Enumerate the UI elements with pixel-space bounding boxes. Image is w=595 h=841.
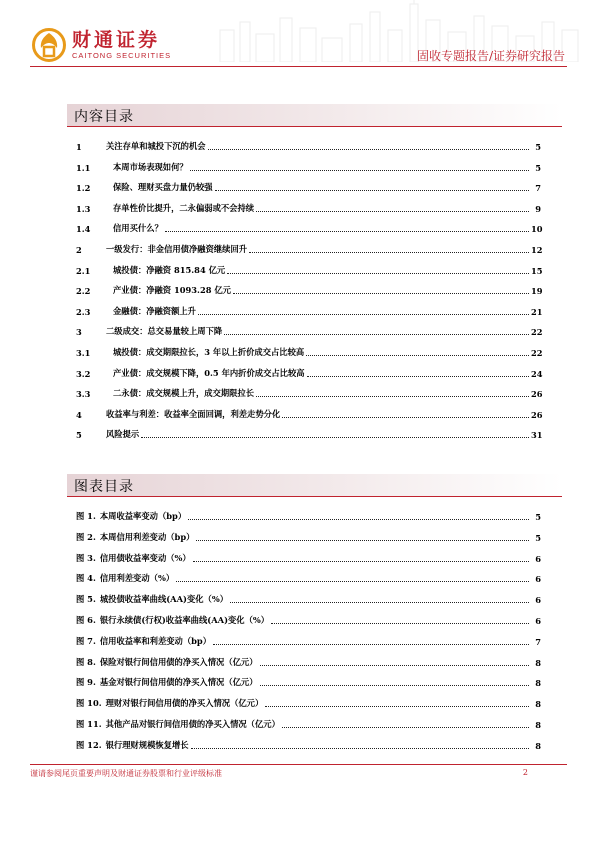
figure-entry-title: 信用利差变动（%） — [99, 573, 175, 584]
figure-entry-page: 8 — [535, 699, 541, 710]
toc-entry-title: 一级发行：非金信用债净融资继续回升 — [106, 244, 248, 254]
toc-entry[interactable] — [76, 153, 541, 173]
toc-entry-number: 2.2 — [76, 286, 91, 297]
toc-heading: 内容目录 — [74, 109, 134, 125]
figure-entry-title: 银行永续债(行权)收益率曲线(AA)变化（%） — [99, 615, 270, 625]
figure-entry-label: 图 10. — [76, 698, 102, 709]
dot-leader — [306, 354, 529, 356]
toc-entry-page: 22 — [531, 327, 543, 338]
toc-entry-number: 2 — [76, 245, 82, 255]
toc-entry[interactable] — [76, 194, 541, 214]
figure-entry[interactable] — [76, 731, 541, 751]
dot-leader — [256, 210, 529, 212]
figure-entry-title: 银行理财规模恢复增长 — [105, 739, 189, 750]
dot-leader — [141, 436, 529, 438]
figure-entry-page: 8 — [535, 740, 541, 751]
dot-leader — [215, 189, 529, 191]
dot-leader — [227, 272, 529, 274]
toc-entry-page: 5 — [535, 142, 541, 152]
toc-entry-title: 二级成交：总交易量较上周下降 — [106, 326, 223, 337]
toc-entry[interactable] — [76, 276, 541, 296]
company-logo — [32, 28, 171, 62]
figure-entry-title: 本周信用利差变动（bp） — [99, 531, 195, 542]
toc-entry-page: 31 — [531, 430, 543, 441]
report-type-label: 固收专题报告/证券研究报告 — [416, 49, 565, 63]
figure-entry-title: 信用债收益率变动（%） — [99, 552, 191, 563]
figure-entry[interactable] — [76, 523, 541, 543]
toc-entry-number: 1.3 — [76, 203, 91, 214]
dot-leader — [282, 726, 529, 728]
figure-entry[interactable] — [76, 502, 541, 522]
toc-entry-page: 15 — [531, 265, 543, 276]
dot-leader — [260, 684, 529, 686]
logo-chinese-name: 财通证券 — [72, 28, 161, 51]
figure-entry-page: 8 — [535, 678, 541, 689]
figure-entry-page: 6 — [535, 553, 541, 564]
toc-entry-page: 21 — [531, 306, 543, 317]
toc-entry-number: 2.3 — [76, 306, 91, 317]
toc-entry-number: 1.4 — [76, 224, 91, 235]
toc-entry-number: 1.2 — [76, 183, 91, 194]
figure-entry[interactable] — [76, 627, 541, 647]
figure-entry-label: 图 11. — [76, 719, 102, 729]
toc-entry-number: 5 — [76, 430, 82, 441]
toc-entry-title: 信用买什么？ — [113, 223, 163, 234]
toc-entry-title: 风险提示 — [106, 429, 140, 440]
figure-entry-label: 图 9. — [76, 677, 96, 688]
dot-leader — [265, 705, 529, 707]
footer-disclaimer: 谨请参阅尾页重要声明及财通证券股票和行业评级标准 — [30, 769, 222, 778]
logo-english-name: CAITONG SECURITIES — [72, 50, 172, 60]
figures-heading: 图表目录 — [74, 479, 134, 495]
toc-entry-title: 产业债：净融资 1093.28 亿元 — [113, 285, 231, 296]
toc-entry[interactable] — [76, 132, 541, 152]
toc-entry-number: 3.1 — [76, 348, 91, 358]
toc-entry-title: 保险、理财买盘力量仍较强 — [113, 182, 213, 193]
figure-entry[interactable] — [76, 710, 541, 730]
dot-leader — [213, 643, 529, 645]
toc-entry-number: 3.3 — [76, 389, 91, 400]
figure-entry-title: 城投债收益率曲线(AA)变化（%） — [99, 594, 229, 605]
toc-entry-title: 本周市场表现如何？ — [113, 161, 188, 172]
dot-leader — [249, 251, 529, 253]
figure-entry-label: 图 3. — [76, 552, 96, 563]
toc-entry[interactable] — [76, 173, 541, 193]
figure-entry-label: 图 7. — [76, 635, 96, 646]
toc-entry-number: 2.1 — [76, 265, 91, 276]
figure-entry-title: 保险对银行间信用债的净买入情况（亿元） — [99, 656, 258, 667]
dot-leader — [307, 375, 529, 377]
toc-entry[interactable] — [76, 338, 541, 358]
dot-leader — [271, 622, 529, 624]
dot-leader — [191, 747, 529, 749]
toc-entry[interactable] — [76, 379, 541, 399]
figure-entry-title: 信用收益率和利差变动（bp） — [99, 635, 212, 646]
toc-entry-page: 19 — [531, 286, 543, 297]
toc-entry-number: 1 — [76, 142, 82, 152]
dot-leader — [190, 169, 529, 171]
toc-entry-page: 10 — [531, 224, 543, 235]
figure-entry-label: 图 12. — [76, 739, 102, 750]
toc-entry-page: 5 — [535, 162, 541, 173]
toc-entry-title: 二永债：成交规模上升，成交期限拉长 — [113, 388, 255, 399]
figure-entry-title: 其他产品对银行间信用债的净买入情况（亿元） — [105, 719, 280, 729]
figure-entry[interactable] — [76, 564, 541, 584]
toc-entry-page: 26 — [531, 389, 543, 400]
figure-entry-label: 图 8. — [76, 656, 96, 667]
toc-heading-bar — [67, 104, 562, 127]
toc-entry-title: 金融债：净融资额上升 — [113, 305, 196, 316]
figure-entry[interactable] — [76, 668, 541, 688]
toc-entry-title: 收益率与利差：收益率全面回调，利差走势分化 — [106, 408, 281, 419]
figure-entry[interactable] — [76, 606, 541, 626]
dot-leader — [230, 601, 529, 603]
toc-entry[interactable] — [76, 214, 541, 234]
dot-leader — [176, 580, 529, 582]
figure-entry[interactable] — [76, 689, 541, 709]
toc-entry-number: 3.2 — [76, 368, 91, 379]
dot-leader — [193, 560, 529, 562]
dot-leader — [188, 518, 529, 520]
toc-entry-title: 产业债：成交规模下降，0.5 年内折价成交占比较高 — [113, 367, 305, 378]
toc-entry-page: 26 — [531, 409, 543, 420]
dot-leader — [224, 333, 529, 335]
figure-entry-page: 6 — [535, 574, 541, 585]
toc-entry-page: 12 — [531, 245, 543, 255]
figure-entry-page: 7 — [535, 636, 541, 647]
figure-entry-label: 图 4. — [76, 573, 96, 584]
toc-entry-title: 城投债：净融资 815.84 亿元 — [113, 264, 226, 275]
dot-leader — [256, 395, 529, 397]
figure-entry-label: 图 5. — [76, 594, 96, 605]
toc-entry[interactable] — [76, 400, 541, 420]
figure-entry-page: 5 — [535, 512, 541, 522]
toc-entry[interactable] — [76, 256, 541, 276]
figure-entry-page: 5 — [535, 532, 541, 543]
dot-leader — [196, 539, 529, 541]
figure-entry-label: 图 6. — [76, 615, 96, 625]
toc-entry-number: 4 — [76, 409, 82, 420]
dot-leader — [282, 416, 529, 418]
figure-entry-title: 理财对银行间信用债的净买入情况（亿元） — [105, 698, 264, 709]
toc-entry-number: 3 — [76, 327, 82, 338]
toc-entry[interactable] — [76, 297, 541, 317]
figures-heading-bar — [67, 474, 562, 497]
figure-entry-label: 图 2. — [76, 531, 96, 542]
dot-leader — [260, 664, 529, 666]
figure-entry[interactable] — [76, 544, 541, 564]
logo-coin-icon — [32, 28, 66, 62]
footer-divider — [30, 764, 567, 765]
dot-leader — [198, 313, 529, 315]
toc-entry-title: 存单性价比提升，二永偏弱或不会持续 — [113, 202, 255, 213]
toc-entry-title: 城投债：成交期限拉长，3 年以上折价成交占比较高 — [113, 347, 305, 357]
dot-leader — [208, 148, 529, 150]
page-number: 2 — [522, 768, 528, 777]
figure-entry-page: 6 — [535, 616, 541, 626]
figure-entry-label: 图 1. — [76, 511, 96, 521]
toc-entry-page: 24 — [531, 368, 543, 379]
toc-entry[interactable] — [76, 359, 541, 379]
figure-entry-title: 基金对银行间信用债的净买入情况（亿元） — [99, 677, 258, 688]
toc-entry-number: 1.1 — [76, 162, 91, 173]
toc-entry-page: 22 — [531, 348, 543, 358]
toc-entry-page: 7 — [535, 183, 541, 194]
toc-entry[interactable] — [76, 420, 541, 440]
page-header — [0, 0, 595, 80]
toc-entry-page: 9 — [535, 203, 541, 214]
figure-entry-page: 8 — [535, 720, 541, 730]
header-divider — [30, 66, 567, 67]
figure-entry-page: 6 — [535, 595, 541, 606]
toc-entry[interactable] — [76, 317, 541, 337]
toc-entry-title: 关注存单和城投下沉的机会 — [106, 141, 206, 151]
dot-leader — [165, 230, 529, 232]
dot-leader — [233, 292, 529, 294]
figure-entry-page: 8 — [535, 657, 541, 668]
figure-entry-title: 本周收益率变动（bp） — [99, 511, 187, 521]
figure-entry[interactable] — [76, 585, 541, 605]
toc-entry[interactable] — [76, 235, 541, 255]
figure-entry[interactable] — [76, 648, 541, 668]
